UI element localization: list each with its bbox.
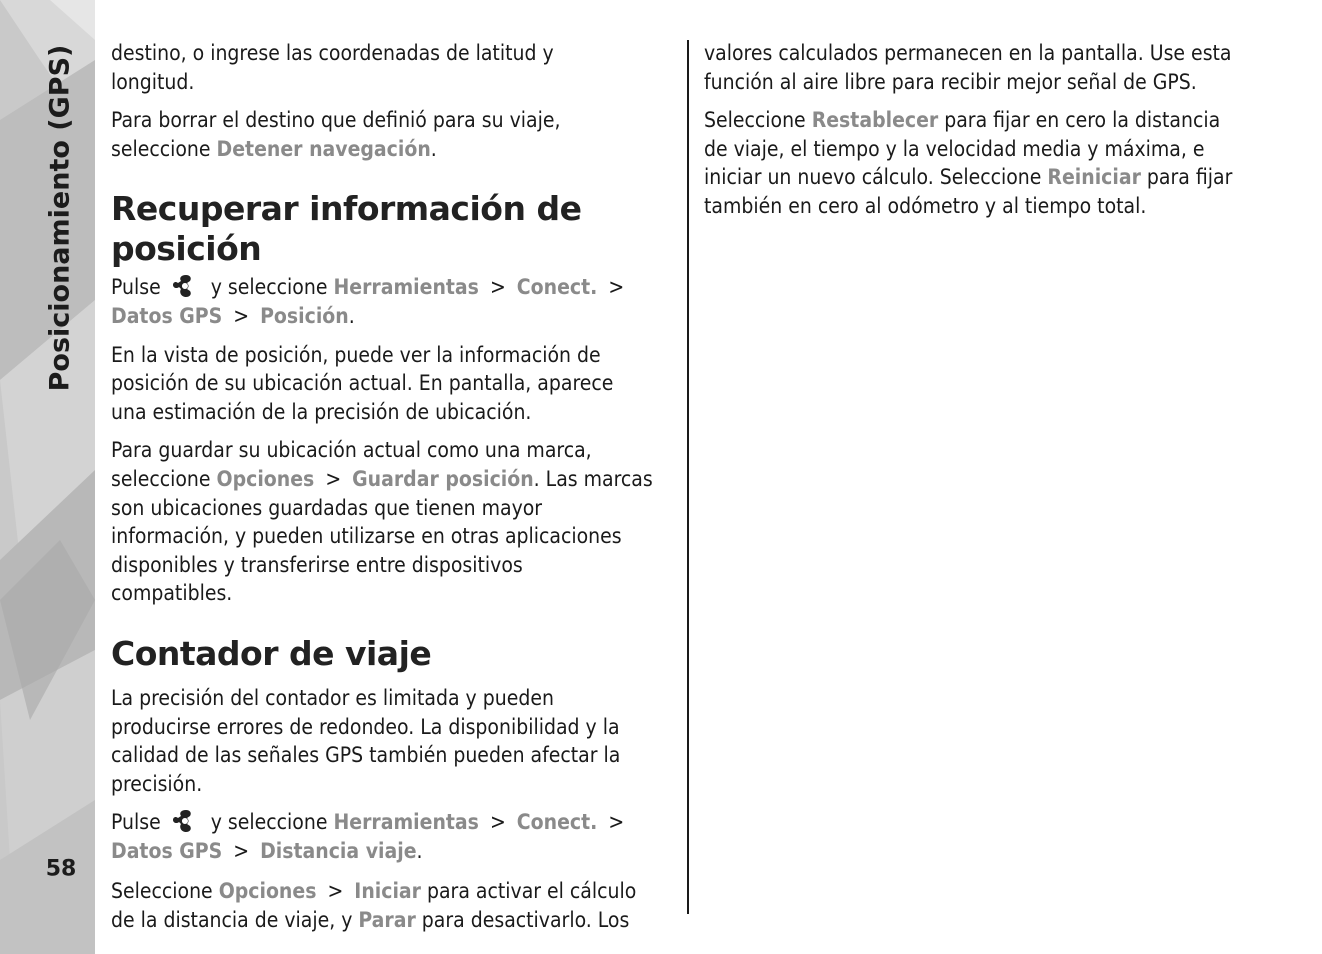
text-line: una estimación de la precisión de ubicación. bbox=[111, 399, 532, 424]
text-line: función al aire libre para recibir mejor señal de GPS. bbox=[704, 69, 1197, 94]
text-line: disponibles y transferirse entre dispositivos bbox=[111, 552, 523, 577]
section-heading-position: Recuperar información de posición bbox=[111, 189, 582, 269]
menu-term-reset: Restablecer bbox=[811, 108, 939, 133]
text-fragment: Pulse bbox=[111, 275, 161, 300]
left-column bbox=[111, 39, 676, 945]
chapter-sidebar bbox=[0, 0, 95, 954]
menu-term-connect: Conect. bbox=[516, 810, 598, 835]
path-separator: > bbox=[233, 838, 250, 863]
text-line: La precisión del contador es limitada y pueden bbox=[111, 685, 554, 710]
nav-path-position bbox=[111, 273, 676, 330]
text-line: Para guardar su ubicación actual como una marca, bbox=[111, 438, 592, 463]
menu-term-tools: Herramientas bbox=[333, 810, 479, 835]
paragraph bbox=[111, 684, 676, 798]
text-line: precisión. bbox=[111, 771, 203, 796]
text-line: también en cero al odómetro y al tiempo total. bbox=[704, 193, 1147, 218]
menu-term-restart: Reiniciar bbox=[1047, 165, 1141, 190]
text-line: son ubicaciones guardadas que tienen mayor bbox=[111, 495, 543, 520]
menu-term-tools: Herramientas bbox=[333, 275, 479, 300]
menu-term-gps-data: Datos GPS bbox=[111, 303, 223, 328]
menu-key-icon bbox=[169, 808, 199, 836]
menu-term-options: Opciones bbox=[216, 466, 315, 491]
menu-term-start: Iniciar bbox=[354, 879, 421, 904]
menu-term-options: Opciones bbox=[218, 879, 317, 904]
text-line: compatibles. bbox=[111, 581, 233, 606]
text-line: Para borrar el destino que definió para su viaje, bbox=[111, 108, 561, 133]
path-separator: > bbox=[489, 810, 506, 835]
paragraph bbox=[111, 39, 676, 96]
text-line: de viaje, el tiempo y la velocidad media y máxima, e bbox=[704, 136, 1205, 161]
menu-term-trip-distance: Distancia viaje bbox=[260, 838, 417, 863]
menu-term-gps-data: Datos GPS bbox=[111, 838, 223, 863]
path-separator: > bbox=[233, 303, 250, 328]
section-heading-trip-meter: Contador de viaje bbox=[111, 633, 432, 673]
text-fragment: . bbox=[416, 838, 423, 863]
text-fragment: . bbox=[430, 136, 437, 161]
nav-path-trip-distance bbox=[111, 808, 676, 865]
text-fragment: para activar el cálculo bbox=[420, 879, 637, 904]
paragraph bbox=[111, 877, 676, 934]
text-fragment: para desactivarlo. Los bbox=[415, 908, 630, 933]
menu-term-stop: Parar bbox=[358, 908, 416, 933]
menu-term-connect: Conect. bbox=[516, 275, 598, 300]
text-fragment: seleccione bbox=[111, 136, 217, 161]
text-fragment: seleccione bbox=[111, 466, 217, 491]
paragraph bbox=[111, 436, 676, 608]
text-fragment: y seleccione bbox=[210, 275, 334, 300]
paragraph bbox=[704, 106, 1274, 220]
text-line: destino, o ingrese las coordenadas de latitud y bbox=[111, 41, 554, 65]
text-line: posición de su ubicación actual. En pantalla, aparece bbox=[111, 371, 614, 396]
path-separator: > bbox=[608, 275, 625, 300]
page-number: 58 bbox=[45, 856, 77, 882]
text-line: longitud. bbox=[111, 69, 195, 94]
column-divider bbox=[687, 40, 689, 914]
text-fragment: de la distancia de viaje, y bbox=[111, 908, 359, 933]
chapter-title: Posicionamiento (GPS) bbox=[44, 44, 76, 392]
text-fragment: y seleccione bbox=[210, 810, 334, 835]
menu-key-icon bbox=[169, 273, 199, 301]
menu-term-save-position: Guardar posición bbox=[352, 466, 534, 491]
text-line: información, y pueden utilizarse en otras aplicaciones bbox=[111, 524, 622, 549]
menu-term-position: Posición bbox=[260, 303, 349, 328]
path-separator: > bbox=[489, 275, 506, 300]
right-column bbox=[704, 39, 1274, 231]
paragraph bbox=[111, 341, 676, 427]
text-fragment: iniciar un nuevo cálculo. Seleccione bbox=[704, 165, 1048, 190]
paragraph bbox=[111, 106, 676, 163]
text-line: producirse errores de redondeo. La disponibilidad y la bbox=[111, 714, 620, 739]
text-fragment: Seleccione bbox=[704, 108, 812, 133]
text-line: valores calculados permanecen en la pantalla. Use esta bbox=[704, 41, 1232, 65]
path-separator: > bbox=[327, 879, 344, 904]
text-fragment: Pulse bbox=[111, 810, 161, 835]
path-separator: > bbox=[325, 466, 342, 491]
text-line: calidad de las señales GPS también pueden afectar la bbox=[111, 743, 621, 768]
text-line: En la vista de posición, puede ver la información de bbox=[111, 342, 601, 367]
path-separator: > bbox=[608, 810, 625, 835]
menu-term-stop-navigation: Detener navegación bbox=[216, 136, 431, 161]
paragraph bbox=[704, 39, 1274, 96]
text-fragment: . bbox=[348, 303, 355, 328]
text-fragment: para fijar en cero la distancia bbox=[938, 108, 1221, 133]
text-fragment: Seleccione bbox=[111, 879, 219, 904]
text-fragment: para fijar bbox=[1140, 165, 1233, 190]
text-fragment: . Las marcas bbox=[533, 466, 653, 491]
